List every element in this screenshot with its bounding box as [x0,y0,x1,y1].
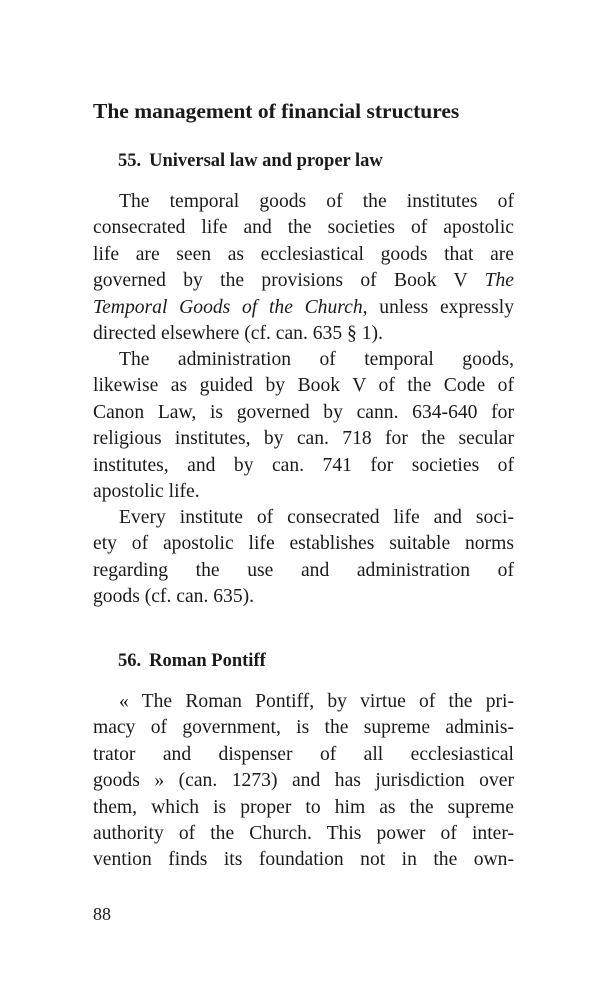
text-line: « The Roman Pontiff, by virtue of the pri- [119,691,514,712]
text-line [93,295,514,321]
text-line: goods » (can. 1273) and has jurisdiction over [93,770,514,792]
text-line: institutes, and by can. 741 for societies of [93,454,514,476]
text-segment: , unless expressly [362,296,514,318]
text-line: directed elsewhere (cf. can. 635 § 1). [93,323,383,345]
section-title: Universal law and proper law [149,151,383,171]
paragraph-roman-pontiff [93,689,514,874]
page-number: 88 [93,904,111,924]
text-line: them, which is proper to him as the supreme [93,796,514,818]
section-number: 56. [118,651,142,671]
italic-book-title: Temporal Goods of the Church [93,296,363,318]
text-line: goods (cf. can. 635). [93,586,255,608]
section-number: 55. [118,151,142,171]
text-line: likewise as guided by Book V of the Code of [93,375,514,397]
text-line [93,268,514,294]
section-heading-56 [118,651,266,672]
text-line: macy of government, is the supreme adminis- [93,717,514,739]
text-line: apostolic life. [93,481,200,503]
text-line: ety of apostolic life establishes suitable norms [93,533,514,555]
text-segment: governed by the provisions of Book V [93,270,468,292]
text-line: Every institute of consecrated life and soci- [119,507,514,528]
text-line: authority of the Church. This power of inter- [93,823,514,845]
section-title: Roman Pontiff [149,651,266,671]
paragraph-temporal-goods [93,189,514,347]
text-line: The temporal goods of the institutes of [119,191,514,212]
text-line: The administration of temporal goods, [119,349,514,370]
text-line: religious institutes, by can. 718 for the secular [93,428,514,450]
text-line: regarding the use and administration of [93,559,514,581]
text-line: vention finds its foundation not in the own- [93,849,514,871]
text-line: Canon Law, is governed by cann. 634-640 for [93,401,514,423]
text-line: life are seen as ecclesiastical goods that are [93,243,514,265]
chapter-title: The management of financial structures [93,99,460,123]
italic-book-title: The [484,270,514,292]
paragraph-administration [93,347,514,505]
section-heading-55 [118,151,383,172]
text-line: consecrated life and the societies of apostolic [93,217,514,239]
text-line: trator and dispenser of all ecclesiastical [93,743,514,765]
paragraph-norms [93,505,514,611]
